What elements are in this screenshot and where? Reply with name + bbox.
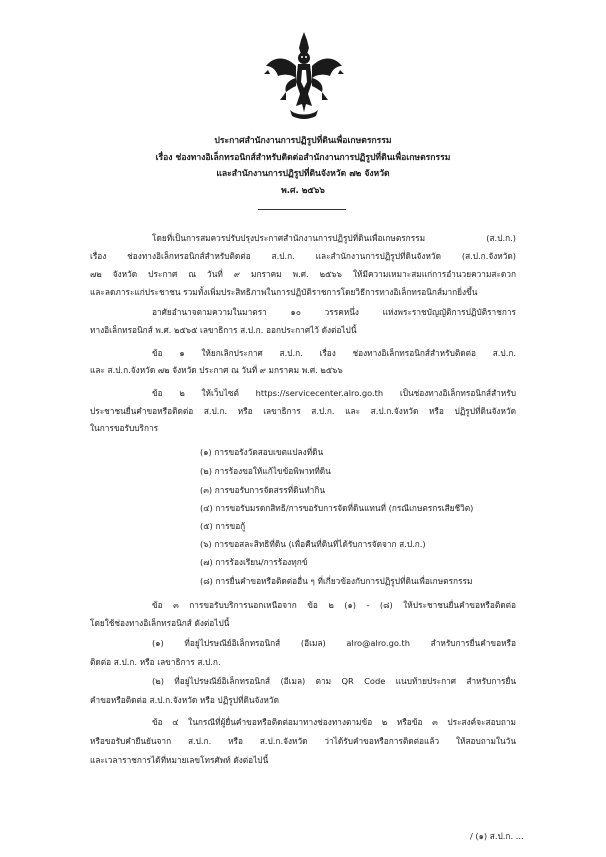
clause-2-line: ในการขอรับบริการ — [90, 423, 159, 433]
paragraph-line: ๗๒ จังหวัด ประกาศ ณ วันที่ ๙ มกราคม พ.ศ. ๒๕๖๖ ให้มีความเหมาะสมแก่การอำนวยความสะดวก — [90, 269, 516, 279]
announcement-subject: เรื่อง ช่องทางอิเล็กทรอนิกส์สำหรับติดต่อสำนักงานการปฏิรูปที่ดินเพื่อเกษตรกรรม — [155, 153, 451, 163]
paragraph-line: และลดภาระแก่ประชาชน รวมทั้งเพิ่มประสิทธิภาพในการปฏิบัติราชการโดยวิธีการทางอิเล็กทรอนิกส์มากยิ่งขึ้น — [90, 287, 478, 297]
garuda-emblem-icon — [262, 30, 346, 120]
clause-1-line: ข้อ ๑ ให้ยกเลิกประกาศ ส.ป.ก. เรื่อง ช่องทางอิเล็กทรอนิกส์สำหรับติดต่อ ส.ป.ก. — [152, 348, 516, 358]
page-continuation: / (๑) ส.ป.ก. ... — [470, 831, 524, 841]
service-list-item: (๗) การร้องเรียน/การร้องทุกข์ — [200, 557, 308, 567]
paragraph-line: เรื่อง ช่องทางอิเล็กทรอนิกส์สำหรับติดต่อ ส.ป.ก. และสำนักงานการปฏิรูปที่ดินจังหวัด (ส.ป.ก.จังหวัด) — [90, 251, 516, 261]
clause-3-line: ข้อ ๓ การขอรับบริการนอกเหนือจาก ข้อ ๒ (๑) - (๘) ให้ประชาชนยื่นคำขอหรือติดต่อ — [152, 600, 516, 610]
clause-4-line: ข้อ ๔ ในกรณีที่ผู้ยื่นคำขอหรือติดต่อมาทางช่องทางตามข้อ ๒ หรือข้อ ๓ ประสงค์จะสอบถาม — [152, 717, 516, 727]
paragraph-line: ทางอิเล็กทรอนิกส์ พ.ศ. ๒๕๖๕ เลขาธิการ ส.ป.ก. ออกประกาศไว้ ดังต่อไปนี้ — [90, 325, 357, 335]
clause-3-line: โดยใช้ช่องทางอิเล็กทรอนิกส์ ดังต่อไปนี้ — [90, 618, 230, 628]
announcement-year: พ.ศ. ๒๕๖๖ — [281, 186, 325, 196]
clause-1-line: และ ส.ป.ก.จังหวัด ๗๒ จังหวัด ประกาศ ณ วันที่ ๙ มกราคม พ.ศ. ๒๕๖๖ — [90, 365, 343, 375]
clause-2-line: ข้อ ๒ ให้เว็บไซต์ https://servicecenter.alro.go.th เป็นช่องทางอิเล็กทรอนิกส์สำหรับ — [152, 388, 516, 398]
service-list-item: (๒) การร้องขอให้แก้ไขข้อพิพาทที่ดิน — [200, 466, 331, 476]
paragraph-line: โดยที่เป็นการสมควรปรับปรุงประกาศสำนักงานการปฏิรูปที่ดินเพื่อเกษตรกรรม (ส.ป.ก.) — [152, 233, 516, 243]
service-list-item: (๘) การยื่นคำขอหรือติดต่ออื่น ๆ ที่เกี่ยวข้องกับการปฏิรูปที่ดินเพื่อเกษตรกรรม — [200, 576, 473, 586]
clause-4-line: และเวลาราชการได้ที่หมายเลขโทรศัพท์ ดังต่อไปนี้ — [90, 755, 269, 765]
service-list-item: (๑) การขอรังวัดสอบเขตแปลงที่ดิน — [200, 447, 324, 457]
service-list-item: (๖) การขอสละสิทธิที่ดิน (เพื่อคืนที่ดินที่ได้รับการจัดจาก ส.ป.ก.) — [200, 539, 426, 549]
clause-4-line: หรือขอรับคำยืนยันจาก ส.ป.ก. หรือ ส.ป.ก.จังหวัด ว่าได้รับคำขอหรือการติดต่อแล้ว ให้สอบถามในวัน — [90, 736, 516, 746]
service-list-item: (๔) การขอรับมรดกสิทธิ/การขอรับการจัดที่ดินแทนที่ (กรณีเกษตรกรเสียชีวิต) — [200, 503, 474, 513]
clause-2-line: ประชาชนยื่นคำขอหรือติดต่อ ส.ป.ก. หรือ เลขาธิการ ส.ป.ก. และ ส.ป.ก.จังหวัด หรือ ปฏิรูปที่ดินจังหวัด — [90, 406, 516, 416]
clause-3-line: ติดต่อ ส.ป.ก. หรือ เลขาธิการ ส.ป.ก. — [90, 657, 221, 667]
announcement-subject-line2: และสำนักงานการปฏิรูปที่ดินจังหวัด ๗๒ จังหวัด — [216, 169, 390, 179]
announcement-title: ประกาศสำนักงานการปฏิรูปที่ดินเพื่อเกษตรกรรม — [214, 136, 392, 146]
title-divider — [258, 209, 346, 210]
service-list-item: (๕) การขอกู้ — [200, 521, 246, 531]
clause-3-line: คำขอหรือติดต่อ ส.ป.ก.จังหวัด หรือ ปฏิรูปที่ดินจังหวัด — [90, 695, 279, 705]
paragraph-line: อาศัยอำนาจตามความในมาตรา ๑๐ วรรคหนึ่ง แห่งพระราชบัญญัติการปฏิบัติราชการ — [152, 307, 516, 317]
clause-3-line: (๒) ที่อยู่ไปรษณีย์อิเล็กทรอนิกส์ (อีเมล) ตาม QR Code แนบท้ายประกาศ สำหรับการยื่น — [152, 676, 516, 686]
service-list-item: (๓) การขอรับการจัดสรรที่ดินทำกิน — [200, 485, 326, 495]
clause-3-line: (๑) ที่อยู่ไปรษณีย์อิเล็กทรอนิกส์ (อีเมล) alro@alro.go.th สำหรับการยื่นคำขอหรือ — [152, 638, 516, 648]
